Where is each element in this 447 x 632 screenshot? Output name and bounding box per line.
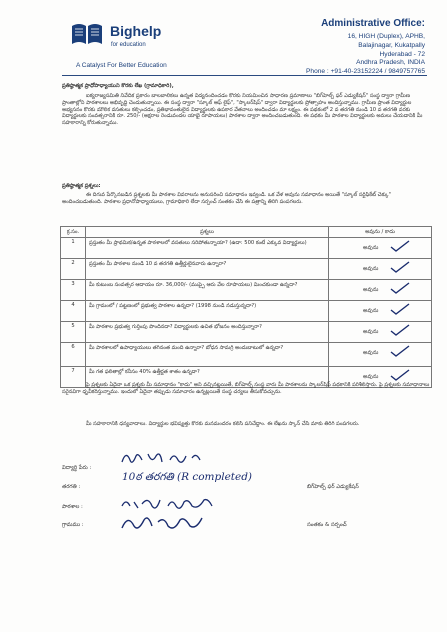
village-label: గ్రామము : xyxy=(62,522,84,528)
answer-text: అవును xyxy=(363,266,379,272)
table-row xyxy=(61,322,432,343)
row-question: మీ పాఠశాలలో ఉపాధ్యాయులు తగినంత మంది ఉన్నారా? బోధన సామగ్రి అందుబాటులో ఉన్నదా? xyxy=(86,343,329,367)
office-address-block xyxy=(235,18,425,77)
checkmark-icon xyxy=(389,302,411,316)
address-line: Hyderabad - 72 xyxy=(379,50,425,58)
handwritten-signature xyxy=(118,512,208,534)
table-row xyxy=(61,343,432,367)
questionnaire-table xyxy=(60,226,432,388)
answer-cell xyxy=(329,301,432,322)
answer-text: అవును xyxy=(363,287,379,293)
row-number: 1 xyxy=(61,238,86,259)
answer-text: అవును xyxy=(363,329,379,335)
intro-paragraph: ఐక్యరాజ్యసమితి నివేదిక ప్రకారం బాలబాలికలు ఉన్నత విద్యనందించడం కొరకు నియమించిన సాధారణ ప్రమాణాలు "బిగ్‌హెల్ప్ ఫర్ ఎడ్యుకేషన్" సంస్థ ద్వారా గ్రామీణ ప్రాంతాల్లోని పాఠశాలలు అభివృద్ధి చెందుతున్నాయి. ఈ సంస్థ ద్వారా "స్కూల్ ఆఫ్ లైఫ్", "స్కాలర్‌షిప్" ద్వారా విద్యార్థులకు ప్రోత్సాహం అందిస్తున్నాము. గ్రామీణ ప్రాంత విద్యార్థుల అభ్యసనం కొరకు మౌలిక వసతులు కల్పించడం, ప్రతిభావంతులైన విద్యార్థులకు ఉపకార వేతనాలు అందించడం మా లక్ష్యం. ఈ పథకంలో 2 వ తరగతి నుండి 10 వ తరగతి వరకు విద్యార్థులకు సంవత్సరానికి రూ. 250/- (అక్షరాల రెండువందల యాభై రూపాయలు) పాఠశాల ద్వారా అందించబడుతుంది. ఈ పథకం మీ పాఠశాల విద్యార్థులకు అమలు చేయడానికి మీ సహకారాన్ని కోరుతున్నాము. xyxy=(62,93,423,127)
checkmark-icon xyxy=(389,344,411,358)
phone-line: Phone : +91-40-23152224 / 9849757765 xyxy=(306,68,425,76)
answer-cell xyxy=(329,322,432,343)
row-question: ప్రస్తుతం మీ పాఠశాల నుండి 10 వ తరగతి ఉత్తీర్ణులైనవారు ఉన్నారా? xyxy=(86,259,329,280)
col-header-answer: అవును / కాదు xyxy=(329,227,432,238)
questions-heading: ప్రతిష్ఠాత్మక ప్రశ్నలు: xyxy=(62,183,101,189)
row-number: 3 xyxy=(61,280,86,301)
address-line: 16, HIGH (Duplex), APHB, xyxy=(347,33,425,40)
checkmark-icon xyxy=(389,368,411,382)
brand-name: Bighelp xyxy=(110,23,162,39)
answer-cell xyxy=(329,280,432,301)
answer-cell xyxy=(329,259,432,280)
answer-text: అవును xyxy=(363,245,379,251)
answer-cell xyxy=(329,238,432,259)
table-row xyxy=(61,301,432,322)
student-name-label: విద్యార్థి పేరు : xyxy=(62,465,92,471)
class-label: తరగతి : xyxy=(62,484,81,490)
tagline: A Catalyst For Better Education xyxy=(76,62,167,69)
row-number: 4 xyxy=(61,301,86,322)
address-line: Andhra Pradesh, INDIA xyxy=(356,59,425,67)
note-paragraph: పై ప్రశ్నలకు ఏదైనా ఒక ప్రశ్నకు మీ సమాధానం "కాదు" అని వచ్చినట్లయితే, బిగ్‌హెల్ప్ సంస్థ వారు మీ పాఠశాలను స్కాలర్‌షిప్ పథకానికి పరిశీలిస్తారు. పై ప్రశ్నలకు సమాధానాలు సరైనవిగా ధృవీకరిస్తున్నాము. ఇందులో ఏదైనా తప్పుడు సమాచారం ఉన్నట్లయితే సంస్థ చర్యలు తీసుకోవచ్చును. xyxy=(62,382,430,395)
office-title: Administrative Office: xyxy=(321,18,425,29)
row-question: మీ పాఠశాల ప్రభుత్వ గుర్తింపు పొందినదా? విద్యార్థులకు ఉచిత భోజనం అందిస్తున్నారా? xyxy=(86,322,329,343)
checkmark-icon xyxy=(389,281,411,295)
bighelp-logo xyxy=(70,20,180,56)
sarpanch-signature-label: సంతకం & సర్పంచ్ xyxy=(307,522,347,528)
open-book-icon xyxy=(70,20,104,48)
col-header-serial: క్ర.సం. xyxy=(61,227,86,238)
checkmark-icon xyxy=(389,323,411,337)
closing-paragraph: మీ సహకారానికి ధన్యవాదాలు. విద్యార్థుల భవిష్యత్తు కొరకు మనమందరం కలిసి పనిచేద్దాం. ఈ లేఖను స్కాన్ చేసి మాకు తిరిగి పంపగలరు. xyxy=(86,421,360,427)
address-line: Balajinagar, Kukatpally xyxy=(358,41,425,49)
brand-subtitle: for education xyxy=(111,42,146,48)
row-question: ప్రస్తుతం మీ ప్రాథమిక/ఉన్నత పాఠశాలలో వసతులు సరిపోతున్నాయా? (ఉదా: 500 కంటే ఎక్కువ విద్యార్థులు) xyxy=(86,238,329,259)
answer-text: అవును xyxy=(363,350,379,356)
row-number: 6 xyxy=(61,343,86,367)
row-question: మీ కుటుంబ సంవత్సర ఆదాయం రూ. 36,000/- (ముప్పై ఆరు వేల రూపాయలు) మించకుండా ఉన్నదా? xyxy=(86,280,329,301)
school-label: పాఠశాల : xyxy=(62,504,83,510)
row-number: 2 xyxy=(61,259,86,280)
table-row xyxy=(61,238,432,259)
organization-signature-label: బిగ్‌హెల్ప్ ఫర్ ఎడ్యుకేషన్ xyxy=(307,484,359,490)
table-row xyxy=(61,259,432,280)
handwritten-class: 10ఠ తరగతి (R completed) xyxy=(122,471,253,483)
handwritten-school xyxy=(118,494,218,514)
answer-text: అవును xyxy=(363,308,379,314)
answer-text: అవును xyxy=(363,374,379,380)
checkmark-icon xyxy=(389,239,411,253)
checkmark-icon xyxy=(389,260,411,274)
row-question: మీ గ్రామంలో / పట్టణంలో ప్రభుత్వ పాఠశాల ఉన్నదా? (1998 నుండి నడుస్తున్నదా?) xyxy=(86,301,329,322)
table-row xyxy=(61,280,432,301)
header-divider xyxy=(62,75,427,76)
handwritten-student-name xyxy=(118,448,208,468)
col-header-question: ప్రశ్నలు xyxy=(86,227,329,238)
answer-cell xyxy=(329,343,432,367)
row-number: 7 xyxy=(61,367,86,388)
table-header-row xyxy=(61,227,432,238)
row-number: 5 xyxy=(61,322,86,343)
row-question: మీ గత ఫలితాల్లో కనీసం 40% ఉత్తీర్ణత శాతం ఉన్నదా? xyxy=(86,367,329,388)
instructions-paragraph: ఈ దిగువ పేర్కొనబడిన ప్రశ్నలకు మీ పాఠశాల వివరాలను అనుసరించి సమాధానం ఇవ్వండి. ఒక వేళ అవును సమాధానం అయితే "స్కూల్ సర్టిఫికేట్ చెక్కు" అందించబడుతుంది. పాఠశాల ప్రధానోపాధ్యాయులు, గ్రామాధికారి లేదా సర్పంచ్ సంతకం చేసి ఈ పత్రాన్ని తిరిగి పంపగలరు. xyxy=(62,192,391,205)
letter-subject: ప్రతిష్ఠాత్మక ప్రాధోపాధ్యాయుని కొరకు లేఖ (గ్రామాధికారి), xyxy=(62,83,174,89)
